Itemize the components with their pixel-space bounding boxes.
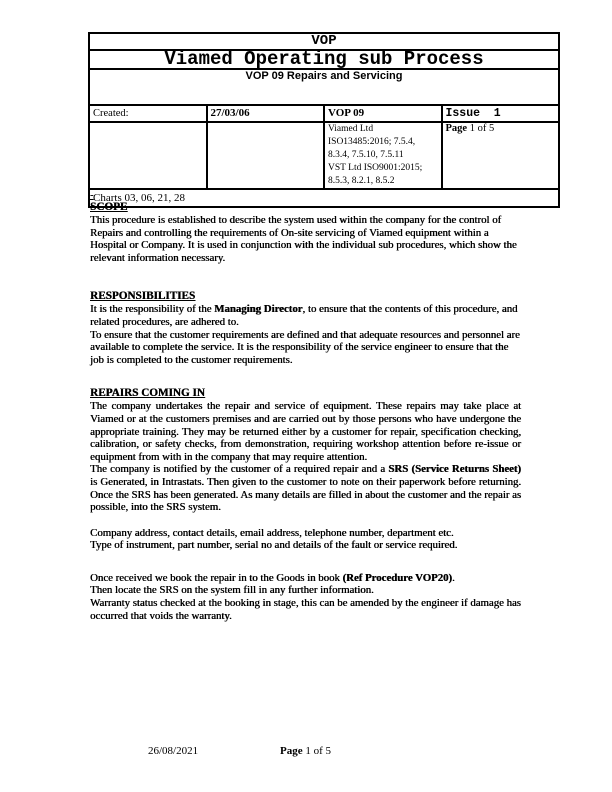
repairs-p2-post: is Generated, in Intrastats. Then given to the customer to note on their paperwork before returning. Once the SRS has been generated. As many details are filled in about the customer and the repair as possible, into the SRS system. xyxy=(90,475,521,514)
scope-paragraph: This procedure is established to describe the system used within the company for the control of Repairs and controlling the requirements of On-site servicing of Viamed equipment within a Hospital or Company. It is used in conjunction with the individual sub procedures, which show the relevant information necessary. xyxy=(90,214,517,264)
document-subtitle: VOP 09 Repairs and Servicing xyxy=(89,69,559,105)
header-row-org xyxy=(89,33,559,50)
responsibilities-paragraph-1 xyxy=(90,303,521,328)
header-row-doc-title xyxy=(89,69,559,105)
standards-cell xyxy=(324,122,442,189)
repairs-p4-line-3: Warranty status checked at the booking in stage, this can be amended by the engineer if damage has occurred that voids the warranty. xyxy=(90,597,521,622)
header-row-title xyxy=(89,50,559,69)
repairs-p4-pre: Once received we book the repair in to the Goods in book xyxy=(90,571,343,584)
scope-heading: SCOPE xyxy=(90,201,128,213)
created-date-cell: 27/03/06 xyxy=(207,105,325,122)
responsibilities-heading: RESPONSIBILITIES xyxy=(90,290,196,303)
repairs-p2-bold: SRS (Service Returns Sheet) xyxy=(388,463,521,476)
repairs-p4-post: . xyxy=(451,571,455,584)
stray-mark: - xyxy=(90,190,94,201)
repairs-paragraph-1: The company undertakes the repair and service of equipment. These repairs may take place at Viamed or at the customers premises and are carried out by those persons who have undergone the appropriate training. They may be returned either by a customer for repair, specification checking, calibration, or safety checks, from demonstration, requiring workshop attention before re-issue or equipment from with in the company that may require attention. xyxy=(90,400,521,463)
repairs-p4-line-1 xyxy=(90,572,521,585)
footer-page-value: 1 of 5 xyxy=(305,745,332,757)
page-value: 1 of 5 xyxy=(469,123,495,134)
repairs-paragraph-4 xyxy=(90,572,521,622)
page-label: Page xyxy=(445,123,468,134)
doc-code-cell: VOP 09 xyxy=(324,105,442,122)
issue-cell: Issue 1 xyxy=(442,105,560,122)
standards-line-2: VST Ltd ISO9001:2015; 8.5.3, 8.2.1, 8.5.2 xyxy=(328,163,423,186)
document-body xyxy=(90,190,521,622)
repairs-p3-line-1: Company address, contact details, email address, telephone number, department etc. xyxy=(90,526,454,539)
footer-date: 26/08/2021 xyxy=(148,745,199,757)
document-main-title: Viamed Operating sub Process xyxy=(89,50,559,69)
charts-cell: Charts 03, 06, 21, 28 xyxy=(89,189,559,207)
header-table xyxy=(88,32,560,208)
standards-line-1: Viamed Ltd ISO13485:2016; 7.5.4, 8.3.4, 7.5.10, 7.5.11 xyxy=(328,124,416,160)
resp-p1-bold: Managing Director xyxy=(214,303,303,316)
footer-page-label: Page xyxy=(280,745,303,757)
resp-p1-pre: It is the responsibility of the xyxy=(90,303,215,316)
repairs-p3-line-2: Type of instrument, part number, serial no and details of the fault or service required. xyxy=(90,539,458,552)
org-title: VOP xyxy=(89,33,559,50)
created-label-cell: Created: xyxy=(89,105,207,122)
empty-cell-1 xyxy=(89,122,207,189)
repairs-p2-pre: The company is notified by the customer of a required repair and a xyxy=(90,463,389,476)
repairs-heading: REPAIRS COMING IN xyxy=(90,387,205,400)
header-row-meta xyxy=(89,105,559,122)
page-number-cell xyxy=(442,122,560,189)
footer-page xyxy=(280,745,331,757)
repairs-p4-line-2: Then locate the SRS on the system fill in any further information. xyxy=(90,584,374,597)
repairs-p4-bold: (Ref Procedure VOP20) xyxy=(342,571,452,584)
responsibilities-paragraph-2: To ensure that the customer requirements are defined and that adequate resources and personnel are available to complete the service. It is the responsibility of the service engineer to ensure that the job is completed to the customer requirements. xyxy=(90,328,520,366)
header-row-standards xyxy=(89,122,559,189)
repairs-paragraph-2 xyxy=(90,463,521,513)
resp-p1-post: , to ensure that the contents of this procedure, and related procedures, are adhered to. xyxy=(90,303,518,328)
repairs-paragraph-3 xyxy=(90,527,521,552)
empty-cell-2 xyxy=(207,122,325,189)
